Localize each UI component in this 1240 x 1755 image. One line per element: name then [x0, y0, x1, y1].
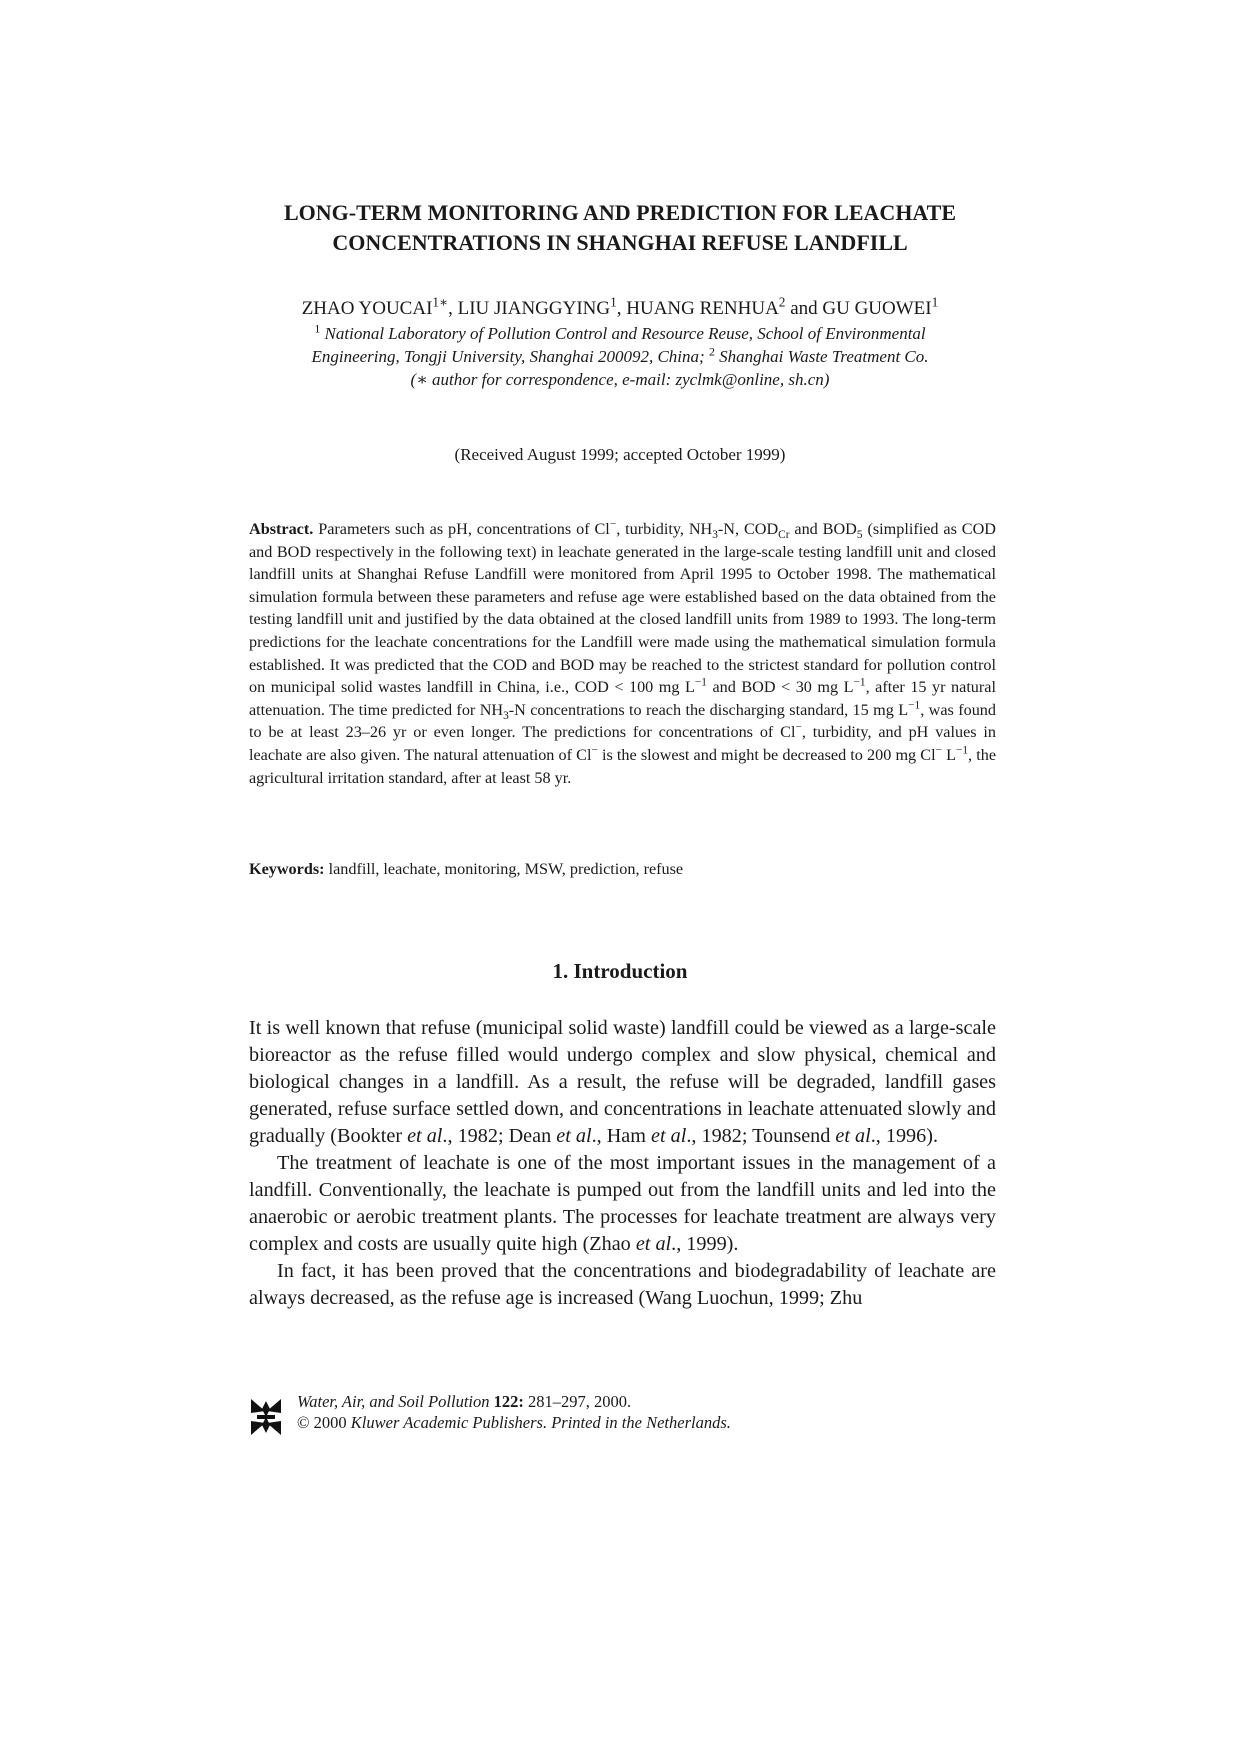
abstract-text: Parameters such as pH, concentrations of Cl: [313, 520, 610, 538]
journal-pages: 281–297, 2000.: [523, 1392, 632, 1411]
paragraph-text: ., 1982; Tounsend: [686, 1125, 836, 1147]
author-mark: 1: [931, 294, 939, 310]
footer-text: [297, 1391, 731, 1433]
author-name: GU GUOWEI: [822, 298, 932, 319]
affiliation-mark: 2: [708, 344, 715, 359]
author-name: HUANG RENHUA: [626, 298, 779, 319]
paragraph-text: It is well known that refuse (municipal solid waste) landfill could be viewed as a large-scale bioreactor as the refuse filled would undergo complex and slow physical, chemical and biological changes in a landfill. As a result, the refuse will be degraded, landfill gases generated, refuse surface settled down, and concentrations in leachate attenuated slowly and gradually (Bookter: [249, 1017, 996, 1147]
copyright-line: [297, 1412, 731, 1433]
affiliation-line-2: [0, 345, 1240, 368]
abstract-text: and BOD < 30 mg L: [706, 678, 854, 697]
title-line-1: LONG-TERM MONITORING AND PREDICTION FOR LEACHATE: [283, 200, 957, 225]
copyright-text: © 2000: [297, 1413, 351, 1432]
abstract-text: is the slowest and might be decreased to 200 mg Cl: [597, 745, 936, 764]
abstract-text: , after 15 yr natural attenuation. The time predicted for NH: [249, 678, 996, 719]
affiliation-mark: 1: [314, 321, 321, 336]
affiliation-text: Shanghai Waste Treatment Co.: [714, 347, 929, 366]
paragraph-text: ., Ham: [591, 1125, 651, 1147]
abstract-text: , was found to be at least 23–26 yr or even longer. The predictions for concentrations of Cl: [249, 700, 996, 742]
abstract-text: , the agricultural irritation standard, after at least 58 yr.: [249, 745, 997, 787]
publisher-text: Kluwer Academic Publishers. Printed in the Netherlands.: [350, 1413, 731, 1432]
abstract-text: -N concentrations to reach the discharging standard, 15 mg L: [508, 700, 909, 719]
abstract: [249, 518, 996, 789]
abstract-sup: −1: [853, 676, 866, 689]
correspondence-line: (∗ author for correspondence, e-mail: zyclmk@online, sh.cn): [410, 370, 830, 389]
keywords-label: Keywords:: [249, 860, 325, 878]
abstract-sup: −1: [955, 744, 969, 757]
affiliation-text: National Laboratory of Pollution Control and Resource Reuse, School of Environmental: [320, 324, 926, 343]
paragraph-text: In fact, it has been proved that the concentrations and biodegradability of leachate are always decreased, as the refuse age is increased (Wang Luochun, 1999; Zhu: [249, 1260, 996, 1309]
abstract-sub: 3: [712, 529, 718, 542]
section-heading-introduction: 1. Introduction: [552, 959, 688, 983]
author-mark: 1: [610, 294, 617, 310]
abstract-sub: Cr: [778, 529, 790, 542]
abstract-label: Abstract.: [249, 520, 314, 538]
etal: et al: [651, 1125, 687, 1147]
abstract-text: and BOD: [789, 520, 857, 538]
abstract-sup: −: [609, 518, 617, 531]
publication-footer: [249, 1391, 949, 1441]
citation-line: [297, 1391, 731, 1412]
journal-volume: 122:: [489, 1392, 524, 1411]
author-separator: ,: [616, 298, 627, 319]
paragraph-text: ., 1982; Dean: [442, 1125, 557, 1147]
abstract-sup: −: [795, 721, 802, 734]
author-list: [0, 296, 1240, 322]
intro-paragraph-2: [249, 1150, 996, 1258]
etal: et al: [556, 1125, 592, 1147]
intro-paragraph-3: [249, 1258, 996, 1312]
paragraph-text: The treatment of leachate is one of the most important issues in the management of a landfill. Conventionally, the leachate is pumped out from the landfill units and led into the anaerobic or aerobic treatment plants. The processes for leachate treatment are always very complex and costs are usually quite high (Zhao: [249, 1152, 996, 1255]
abstract-sub: 3: [503, 709, 509, 722]
keywords-text: landfill, leachate, monitoring, MSW, prediction, refuse: [324, 860, 684, 878]
introduction-body: [249, 1015, 996, 1312]
abstract-text: L: [941, 745, 956, 764]
abstract-text: , turbidity, and pH values in leachate are also given. The natural attenuation of Cl: [249, 723, 997, 764]
abstract-sub: 5: [856, 529, 863, 542]
paragraph-text: ., 1996).: [870, 1125, 939, 1147]
etal: et al: [635, 1233, 672, 1255]
author-mark: 1∗: [432, 294, 449, 310]
abstract-text: , turbidity, NH: [616, 520, 713, 538]
etal: et al: [835, 1125, 871, 1147]
affiliation-text: Engineering, Tongji University, Shanghai 200092, China;: [311, 347, 709, 366]
etal: et al: [407, 1125, 443, 1147]
author-name: LIU JIANGGYING: [457, 298, 611, 319]
abstract-text: (simplified as COD and BOD respectively in the following text) in leachate generated in the large-scale testing landfill unit and closed landfill units at Shanghai Refuse Landfill were monitored from April 1995 to October 1998. The mathematical simulation formula between these parameters and refuse age were established based on the data obtained from the testing landfill unit and justified by the data obtained at the closed landfill units from 1989 to 1993. The long-term predictions for the leachate concentrations for the Landfill were made using the mathematical simulation formula established. It was predicted that the COD and BOD may be reached to the strictest standard for pollution control on municipal solid wastes landfill in China, i.e., COD < 100 mg L: [249, 520, 996, 697]
abstract-sup: −: [935, 744, 942, 757]
received-dates: (Received August 1999; accepted October 1999): [454, 445, 786, 464]
journal-name: Water, Air, and Soil Pollution: [297, 1392, 490, 1411]
intro-paragraph-1: [249, 1015, 996, 1150]
author-separator: and: [785, 298, 823, 319]
abstract-text: -N, COD: [717, 520, 779, 538]
paper-title: [0, 198, 1240, 258]
abstract-sup: −1: [694, 676, 707, 689]
publisher-logo-icon: [249, 1397, 283, 1437]
author-name: ZHAO YOUCAI: [301, 298, 433, 319]
abstract-sup: −: [591, 744, 598, 757]
affiliation-line-1: [0, 322, 1240, 345]
author-separator: ,: [448, 298, 458, 319]
paragraph-text: ., 1999).: [671, 1233, 739, 1255]
author-mark: 2: [778, 294, 786, 310]
keywords: [249, 858, 996, 880]
title-line-2: CONCENTRATIONS IN SHANGHAI REFUSE LANDFILL: [332, 230, 908, 255]
affiliations: [0, 322, 1240, 391]
abstract-sup: −1: [908, 699, 921, 712]
